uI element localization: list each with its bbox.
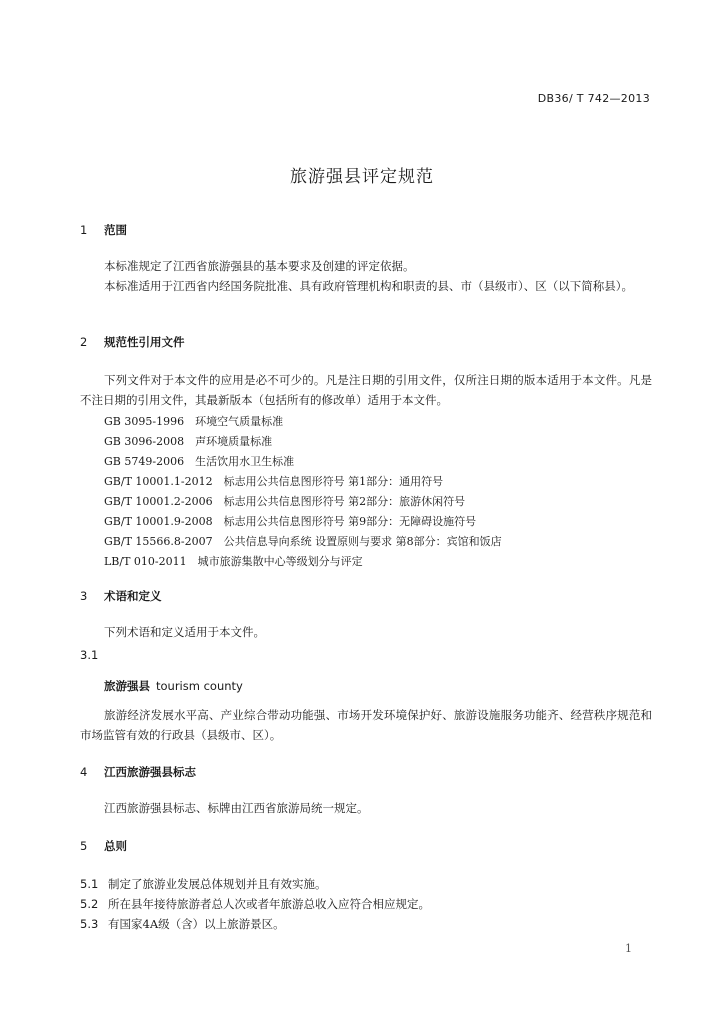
- section-4-heading: [80, 764, 196, 780]
- section-title: 江西旅游强县标志: [104, 765, 196, 779]
- reference-item: GB 5749-2006 生活饮用水卫生标准: [104, 455, 295, 468]
- section-2-heading: [80, 334, 185, 350]
- section-number: 4: [80, 765, 88, 779]
- clause-number: 5.1: [80, 877, 99, 891]
- term-definition: 旅游经济发展水平高、产业综合带动功能强、市场开发环境保护好、旅游设施服务功能齐、经营秩序规范和市场监管有效的行政县（县级市、区）。: [80, 708, 652, 742]
- reference-item: GB 3096-2008 声环境质量标准: [104, 435, 273, 448]
- reference-item: GB/T 15566.8-2007 公共信息导向系统 设置原则与要求 第8部分：宾馆和饭店: [104, 535, 502, 548]
- clause-text: 制定了旅游业发展总体规划并且有效实施。: [108, 877, 327, 891]
- section-3-paragraph: 下列术语和定义适用于本文件。: [104, 625, 265, 639]
- section-number: 5: [80, 839, 88, 853]
- term-english: tourism county: [156, 679, 243, 693]
- document-title: 旅游强县评定规范: [290, 167, 434, 187]
- reference-item: LB/T 010-2011 城市旅游集散中心等级划分与评定: [104, 555, 363, 568]
- clause-item: [80, 896, 430, 912]
- section-3-heading: [80, 588, 162, 604]
- clause-number: 3.1: [80, 648, 99, 662]
- term-entry: [104, 678, 243, 694]
- section-5-heading: [80, 838, 127, 854]
- section-4-paragraph: 江西旅游强县标志、标牌由江西省旅游局统一规定。: [104, 801, 369, 815]
- clause-text: 有国家4A级（含）以上旅游景区。: [108, 917, 285, 931]
- section-1-paragraph-2: 本标准适用于江西省内经国务院批准、具有政府管理机构和职责的县、市（县级市）、区（以下简称县）。: [104, 279, 633, 293]
- clause-text: 所在县年接待旅游者总人次或者年旅游总收入应符合相应规定。: [108, 897, 430, 911]
- clause-item: [80, 876, 327, 892]
- reference-item: GB 3095-1996 环境空气质量标准: [104, 415, 284, 428]
- section-number: 1: [80, 223, 88, 237]
- clause-item: [80, 916, 285, 932]
- term-chinese: 旅游强县: [104, 679, 150, 693]
- section-title: 总则: [104, 839, 127, 853]
- page-number: 1: [625, 942, 632, 955]
- clause-number: 5.3: [80, 917, 99, 931]
- section-1-heading: [80, 222, 127, 238]
- section-number: 2: [80, 335, 88, 349]
- section-1-paragraph-1: 本标准规定了江西省旅游强县的基本要求及创建的评定依据。: [104, 259, 415, 273]
- section-2-paragraph: 下列文件对于本文件的应用是必不可少的。凡是注日期的引用文件，仅所注日期的版本适用于本文件。凡是不注日期的引用文件，其最新版本（包括所有的修改单）适用于本文件。: [80, 373, 652, 407]
- standard-code: DB36/ T 742—2013: [537, 92, 650, 105]
- section-title: 规范性引用文件: [104, 335, 185, 349]
- section-number: 3: [80, 589, 88, 603]
- section-title: 术语和定义: [104, 589, 162, 603]
- clause-number: 5.2: [80, 897, 99, 911]
- reference-item: GB/T 10001.1-2012 标志用公共信息图形符号 第1部分：通用符号: [104, 475, 444, 488]
- section-title: 范围: [104, 223, 127, 237]
- reference-item: GB/T 10001.9-2008 标志用公共信息图形符号 第9部分：无障碍设施符号: [104, 515, 477, 528]
- reference-item: GB/T 10001.2-2006 标志用公共信息图形符号 第2部分：旅游休闲符号: [104, 495, 466, 508]
